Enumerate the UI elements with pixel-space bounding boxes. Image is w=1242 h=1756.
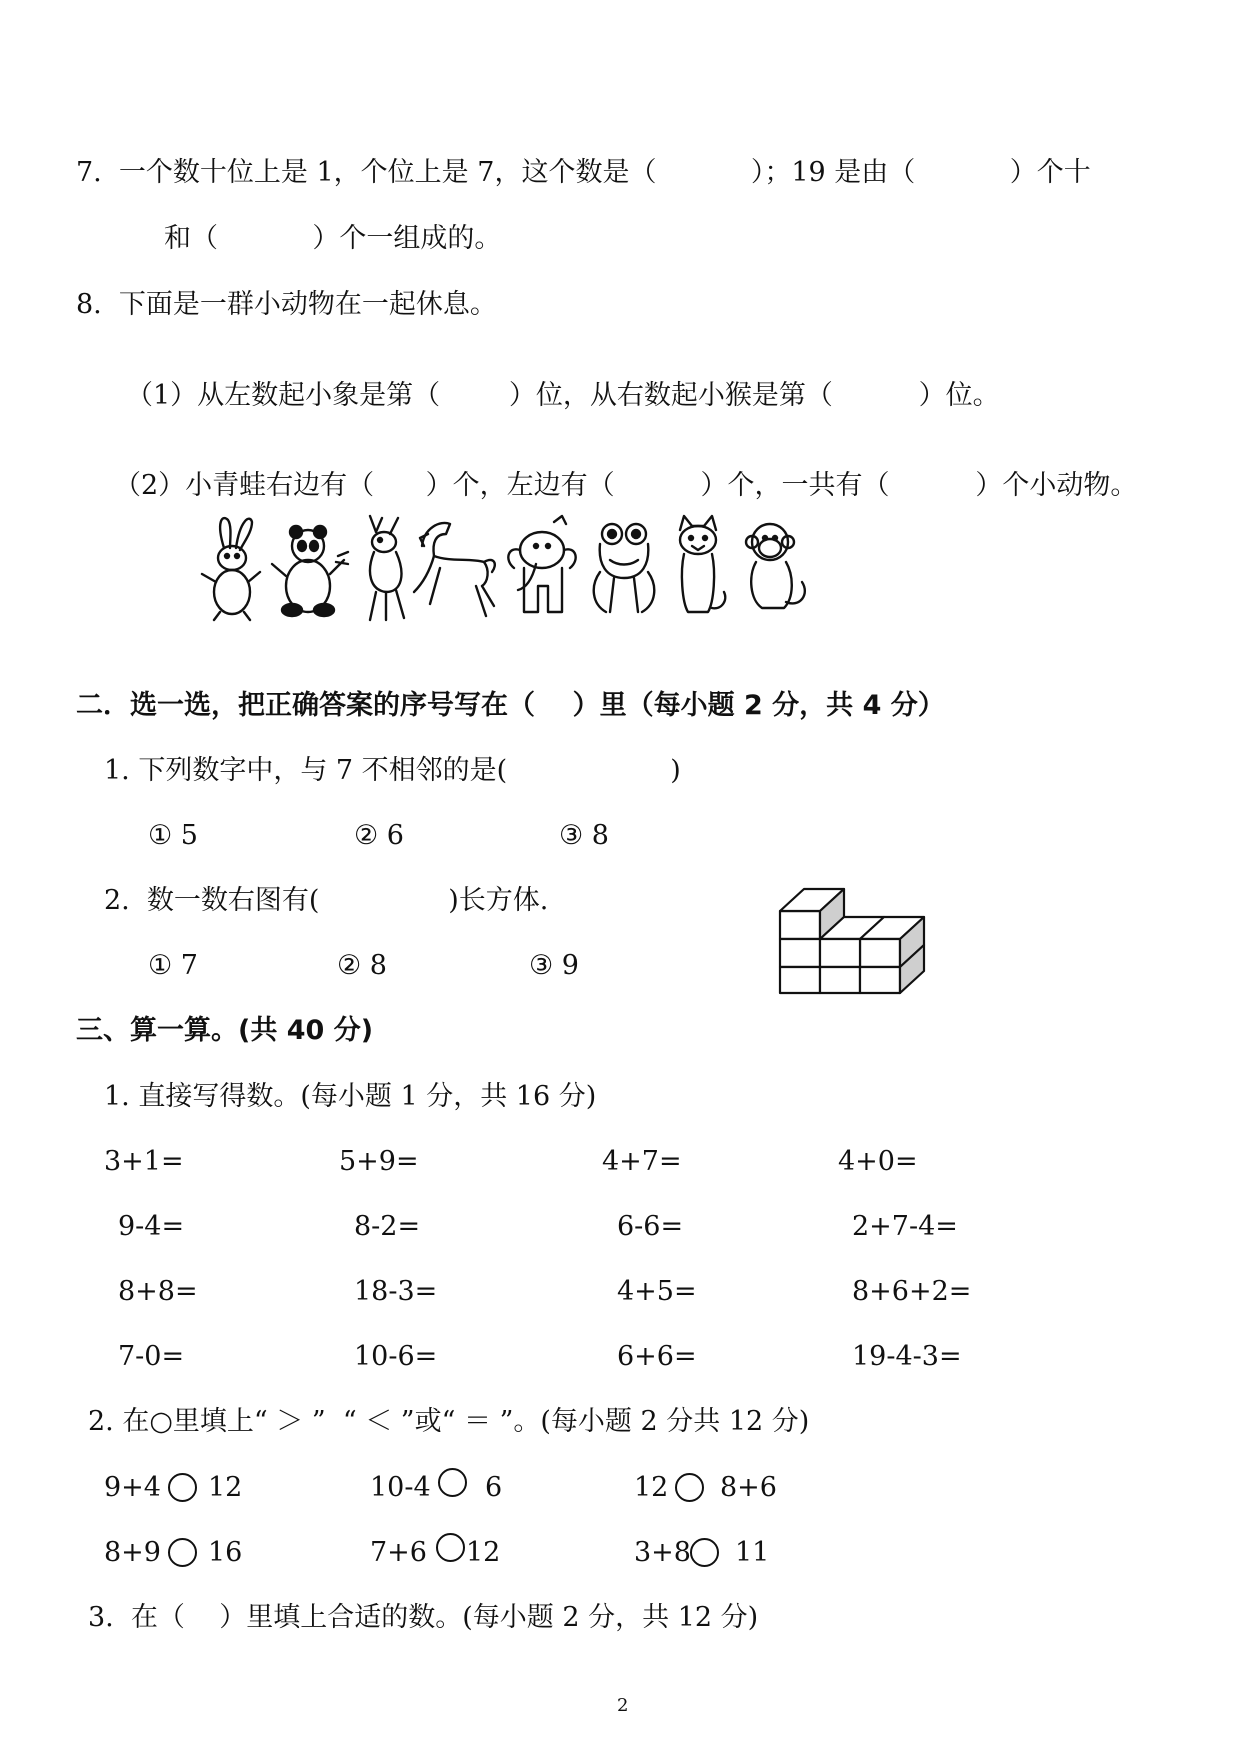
cmp-4-left: 8+9 [104,1537,161,1568]
calc-4-3: 6+6= [617,1341,697,1372]
compare-circle-blank[interactable] [438,1468,467,1497]
panda-figure [272,526,348,616]
calc-4-4: 19-4-3= [852,1341,962,1372]
sec3-q1-title: 1. 直接写得数。(每小题 1 分，共 16 分) [104,1081,597,1112]
calc-3-4: 8+6+2= [852,1276,972,1307]
calc-3-1: 8+8= [118,1276,198,1307]
calc-2-4: 2+7-4= [852,1211,958,1242]
cmp-5-right: 12 [466,1537,501,1568]
sec2-q2-opt3: ③ 9 [529,950,579,981]
cmp-5-left: 7+6 [370,1537,427,1568]
sec2-q1-stem: 1. 下列数字中，与 7 不相邻的是( ) [104,755,681,786]
calc-2-3: 6-6= [617,1211,684,1242]
animals-illustration [196,512,826,622]
sec2-q1-opt3: ③ 8 [559,820,609,851]
sec3-q3-title: 3. 在（ ）里填上合适的数。(每小题 2 分，共 12 分) [88,1602,759,1633]
compare-circle-blank[interactable] [690,1538,719,1567]
cat-figure [680,516,725,612]
cmp-6-left: 3+8 [634,1537,691,1568]
sec2-q1-opt1: ① 5 [148,820,198,851]
sec2-q2-opt2: ② 8 [337,950,387,981]
calc-1-3: 4+7= [602,1146,682,1177]
q7-line2: 和（ ）个一组成的。 [164,223,502,254]
monkey-figure [746,524,805,608]
section3-title: 三、算一算。(共 40 分) [76,1015,374,1046]
sec3-q2-title: 2. 在○里填上“ ＞ ” “ ＜ ”或“ ＝ ”。(每小题 2 分共 12 分) [88,1406,810,1437]
compare-circle-blank[interactable] [168,1473,197,1502]
cmp-2-right: 6 [485,1472,503,1503]
calc-4-2: 10-6= [354,1341,438,1372]
cmp-3-left: 12 [634,1472,669,1503]
sec2-q2-stem: 2. 数一数右图有( )长方体. [104,885,549,916]
cmp-1-right: 12 [208,1472,243,1503]
calc-1-4: 4+0= [838,1146,918,1177]
sec2-q2-opt1: ① 7 [148,950,198,981]
compare-circle-blank[interactable] [436,1533,465,1562]
elephant-figure [508,516,575,612]
calc-1-1: 3+1= [104,1146,184,1177]
calc-2-2: 8-2= [354,1211,421,1242]
cmp-4-right: 16 [208,1537,243,1568]
q8-stem: 8. 下面是一群小动物在一起休息。 [76,289,497,320]
cuboid-blocks-figure [776,883,932,995]
cmp-1-left: 9+4 [104,1472,161,1503]
page-number: 2 [617,1695,629,1716]
calc-1-2: 5+9= [339,1146,419,1177]
horse-figure [414,523,495,616]
rabbit-figure [202,518,260,620]
calc-3-3: 4+5= [617,1276,697,1307]
calc-4-1: 7-0= [118,1341,185,1372]
q8-sub2: （2）小青蛙右边有（ ）个，左边有（ ）个，一共有（ ）个小动物。 [114,470,1138,501]
frog-figure [594,524,655,612]
compare-circle-blank[interactable] [168,1538,197,1567]
cmp-3-right: 8+6 [720,1472,777,1503]
calc-2-1: 9-4= [118,1211,185,1242]
cmp-6-right: 11 [735,1537,770,1568]
section2-title: 二．选一选，把正确答案的序号写在（ ）里（每小题 2 分，共 4 分） [76,690,945,721]
q8-sub1: （1）从左数起小象是第（ ）位，从右数起小猴是第（ ）位。 [126,380,1000,411]
sec2-q1-opt2: ② 6 [354,820,404,851]
compare-circle-blank[interactable] [675,1473,704,1502]
deer-figure [370,516,404,620]
q7-line1: 7. 一个数十位上是 1，个位上是 7，这个数是（ ）；19 是由（ ）个十 [76,157,1091,188]
calc-3-2: 18-3= [354,1276,438,1307]
cmp-2-left: 10-4 [370,1472,431,1503]
